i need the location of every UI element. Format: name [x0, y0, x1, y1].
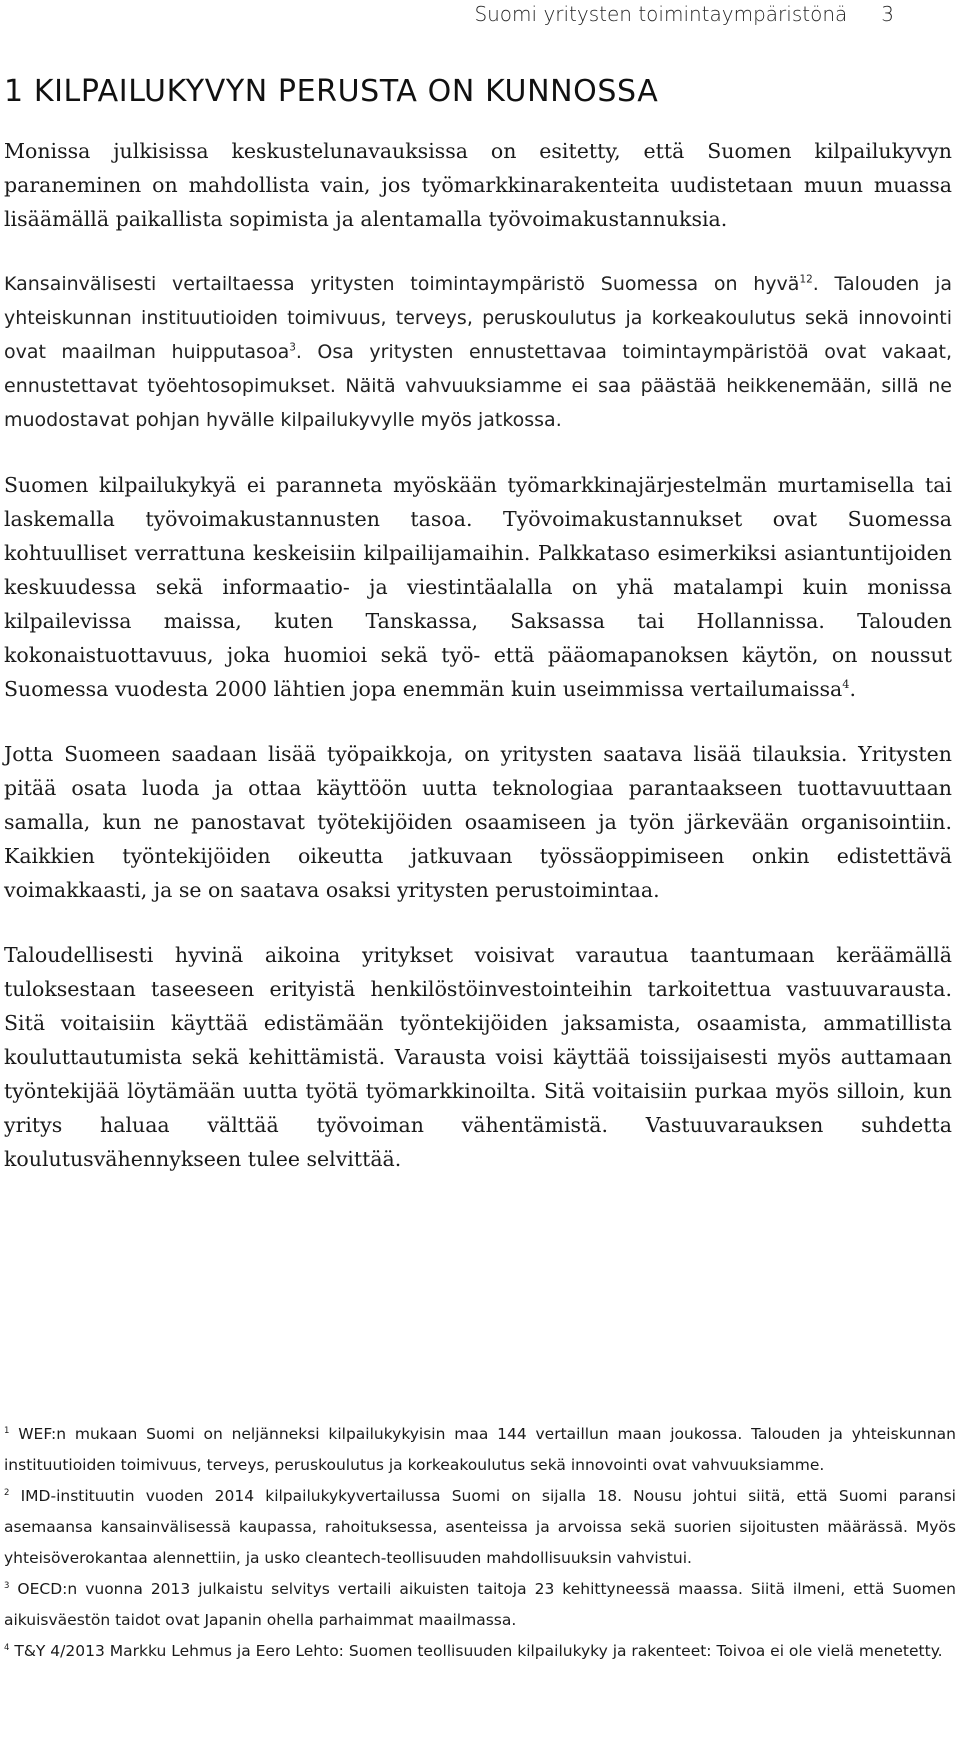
footnote-3 — [4, 1574, 956, 1636]
footnote-mark: 4 — [4, 1642, 10, 1653]
paragraph-1: Monissa julkisissa keskustelunavauksissa on esitetty, että Suomen kilpailukyvyn paraneminen on mahdollista vain, jos työmarkkinarakenteita uudistetaan muun muassa lisäämällä paikallista sopimista ja alentamalla työvoimakustannuksia. — [4, 139, 952, 231]
footnote-ref-1-2: 12 — [799, 273, 813, 286]
footnote-mark: 1 — [4, 1425, 10, 1436]
footnote-mark: 2 — [4, 1487, 10, 1498]
section-title: 1 KILPAILUKYVYN PERUSTA ON KUNNOSSA — [4, 74, 659, 109]
footnote-text: T&Y 4/2013 Markku Lehmus ja Eero Lehto: Suomen teollisuuden kilpailukyky ja rakenteet: Toivoa ei ole vielä menetetty. — [14, 1642, 943, 1660]
running-header — [474, 2, 894, 26]
paragraph-5: Taloudellisesti hyvinä aikoina yritykset voisivat varautua taantumaan keräämällä tuloksestaan taseeseen erityistä henkilöstöinvestointeihin tarkoitettua vastuuvarausta. Sitä voitaisiin käyttää edistämään työntekijöiden jaksamista, osaamista, ammatillista kouluttautumista sekä kehittämistä. Varausta voisi käyttää toissijaisesti myös auttamaan työntekijää löytämään uutta työtä työmarkkinoilta. Sitä voitaisiin purkaa myös silloin, kun yritys haluaa välttää työvoiman vähentämistä. Vastuuvarauksen suhdetta koulutusvähennykseen tulee selvittää. — [4, 943, 952, 1171]
footnote-1 — [4, 1419, 956, 1481]
footnote-ref-3: 3 — [289, 341, 296, 354]
footnote-mark: 3 — [4, 1580, 10, 1591]
paragraph-3-text: Suomen kilpailukykyä ei paranneta myöskään työmarkkinajärjestelmän murtamisella tai laskemalla työvoimakustannusten tasoa. Työvoimakustannukset ovat Suomessa kohtuulliset verrattuna keskeisiin kilpailijamaihin. Palkkataso esimerkiksi asiantuntijoiden keskuudessa sekä informaatio- ja viestintäalalla on yhä matalampi kuin monissa kilpailevissa maissa, kuten Tanskassa, Saksassa tai Hollannissa. Talouden kokonaistuottavuus, joka huomioi sekä työ- että pääomapanoksen käytön, on noussut Suomessa vuodesta 2000 lähtien jopa enemmän kuin useimmissa vertailumaissa — [4, 473, 952, 701]
footnote-2 — [4, 1481, 956, 1574]
footnote-ref-4: 4 — [842, 678, 850, 692]
footnote-text: WEF:n mukaan Suomi on neljänneksi kilpailukykyisin maa 144 vertaillun maan joukossa. Talouden ja yhteiskunnan instituutioiden toimivuus, terveys, peruskoulutus ja korkeakoulutus sekä innovointi ovat vahvuuksiamme. — [4, 1425, 956, 1474]
footnote-text: OECD:n vuonna 2013 julkaistu selvitys vertaili aikuisten taitoja 23 kehittyneessä maassa. Siitä ilmeni, että Suomen aikuisväestön taidot ovat Japanin ohella parhaimmat maailmassa. — [4, 1580, 956, 1629]
paragraph-2 — [4, 267, 952, 437]
paragraph-3 — [4, 468, 952, 706]
paragraph-3-end: . — [849, 677, 856, 701]
body-text — [4, 134, 952, 1207]
paragraph-2-text-b: . Talouden ja yhteiskunnan instituutioiden toimivuus, terveys, peruskoulutus ja korkeakoulutus sekä innovointi ovat maailman huipputasoa — [4, 273, 952, 363]
paragraph-2-text-a: Kansainvälisesti vertailtaessa yritysten toimintaympäristö Suomessa on hyvä — [4, 273, 800, 295]
footnote-4 — [4, 1636, 956, 1667]
footnote-text: IMD-instituutin vuoden 2014 kilpailukykyvertailussa Suomi on sijalla 18. Nousu johtui siitä, että Suomi paransi asemaansa kansainvälisessä kaupassa, rahoituksessa, asenteissa ja arvoissa sekä suorien sijoitusten määrässä. Myös yhteisöverokantaa alennettiin, ja usko cleantech-teollisuuden mahdollisuuksin vahvistui. — [4, 1487, 956, 1567]
paragraph-2-text-c: . Osa yritysten ennustettavaa toimintaympäristöä ovat vakaat, ennustettavat työehtosopimukset. Näitä vahvuuksiamme ei saa päästää heikkenemään, sillä ne muodostavat pohjan hyvälle kilpailukyvylle myös jatkossa. — [4, 341, 952, 431]
running-title: Suomi yritysten toimintaympäristönä — [474, 2, 848, 26]
page-number: 3 — [881, 2, 894, 26]
footnotes — [4, 1419, 956, 1667]
paragraph-4: Jotta Suomeen saadaan lisää työpaikkoja, on yritysten saatava lisää tilauksia. Yritysten pitää osata luoda ja ottaa käyttöön uutta teknologiaa parantaakseen tuottavuuttaan samalla, kun ne panostavat työtekijöiden osaamiseen ja työn järkevään organisointiin. Kaikkien työntekijöiden oikeutta jatkuvaan työssäoppimiseen onkin edistettävä voimakkaasti, ja se on saatava osaksi yritysten perustoimintaa. — [4, 742, 952, 902]
